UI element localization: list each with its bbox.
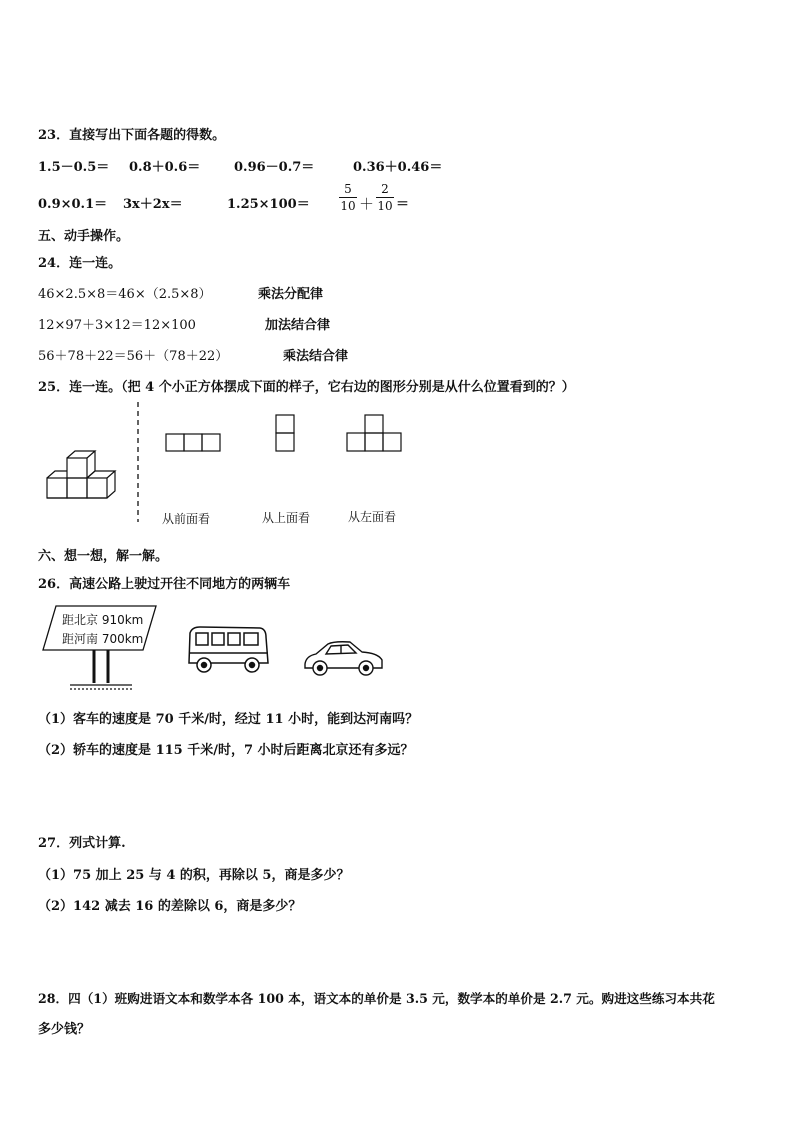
q23-expr: 0.9×0.1＝ [38, 197, 108, 212]
sign-distance-henan: 距河南 700km [62, 632, 144, 646]
q23-expr: 0.8＋0.6＝ [129, 160, 201, 175]
q24-left-expr: 12×97＋3×12＝12×100 [38, 318, 196, 333]
front-view-figure [165, 433, 223, 453]
top-view-figure [275, 414, 297, 454]
left-view-figure [346, 414, 404, 454]
fraction-denominator: 10 [340, 199, 356, 213]
q27-title: 27．列式计算. [38, 836, 126, 851]
q27-subquestion-2: （2）142 减去 16 的差除以 6，商是多少？ [38, 899, 302, 914]
q28-text-line-2: 多少钱？ [38, 1022, 91, 1037]
q23-title: 23．直接写出下面各题的得数。 [38, 128, 226, 143]
fraction-5-10 [339, 182, 357, 213]
section-six-title: 六、想一想，解一解。 [38, 549, 169, 564]
q24-left-expr: 46×2.5×8＝46×（2.5×8） [38, 287, 212, 302]
fraction-numerator: 5 [344, 182, 352, 196]
q24-law: 乘法分配律 [258, 287, 324, 302]
sign-distance-beijing: 距北京 910km [62, 613, 144, 627]
q23-expr: 1.5－0.5＝ [38, 160, 110, 175]
fraction-numerator: 2 [381, 182, 389, 196]
q24-law: 加法结合律 [265, 318, 331, 333]
view-label-top: 从上面看 [262, 511, 311, 525]
car-icon [302, 638, 386, 678]
q26-subquestion-1: （1）客车的速度是 70 千米/时，经过 11 小时，能到达河南吗？ [38, 712, 419, 727]
q26-title: 26．高速公路上驶过开往不同地方的两辆车 [38, 577, 291, 592]
q23-expr: 0.36＋0.46＝ [353, 160, 443, 175]
section-five-title: 五、动手操作。 [38, 229, 130, 244]
q23-expr: 3x＋2x＝ [123, 197, 183, 212]
dashed-divider [137, 402, 141, 524]
fraction-denominator: 10 [377, 199, 393, 213]
q27-subquestion-1: （1）75 加上 25 与 4 的积，再除以 5，商是多少？ [38, 868, 350, 883]
q28-text-line-1: 28．四（1）班购进语文本和数学本各 100 本，语文本的单价是 3.5 元，数学本的单价是 2.7 元。购进这些练习本共花 [38, 991, 715, 1006]
view-label-left: 从左面看 [348, 510, 397, 524]
q24-law: 乘法结合律 [283, 349, 349, 364]
q26-subquestion-2: （2）轿车的速度是 115 千米/时，7 小时后距离北京还有多远？ [38, 743, 414, 758]
q23-expr: 1.25×100＝ [227, 197, 310, 212]
q23-expr: 0.96－0.7＝ [234, 160, 315, 175]
bus-icon [186, 625, 272, 675]
q25-title: 25．连一连。（把 4 个小正方体摆成下面的样子，它右边的图形分别是从什么位置看到的？） [38, 380, 575, 395]
cube-arrangement-figure [44, 450, 126, 512]
fraction-2-10 [376, 182, 394, 213]
view-label-front: 从前面看 [162, 512, 211, 526]
equals-sign: ＝ [396, 197, 410, 212]
plus-sign: ＋ [359, 195, 375, 213]
q24-left-expr: 56＋78＋22＝56＋（78＋22） [38, 349, 229, 364]
q24-title: 24．连一连。 [38, 256, 122, 271]
